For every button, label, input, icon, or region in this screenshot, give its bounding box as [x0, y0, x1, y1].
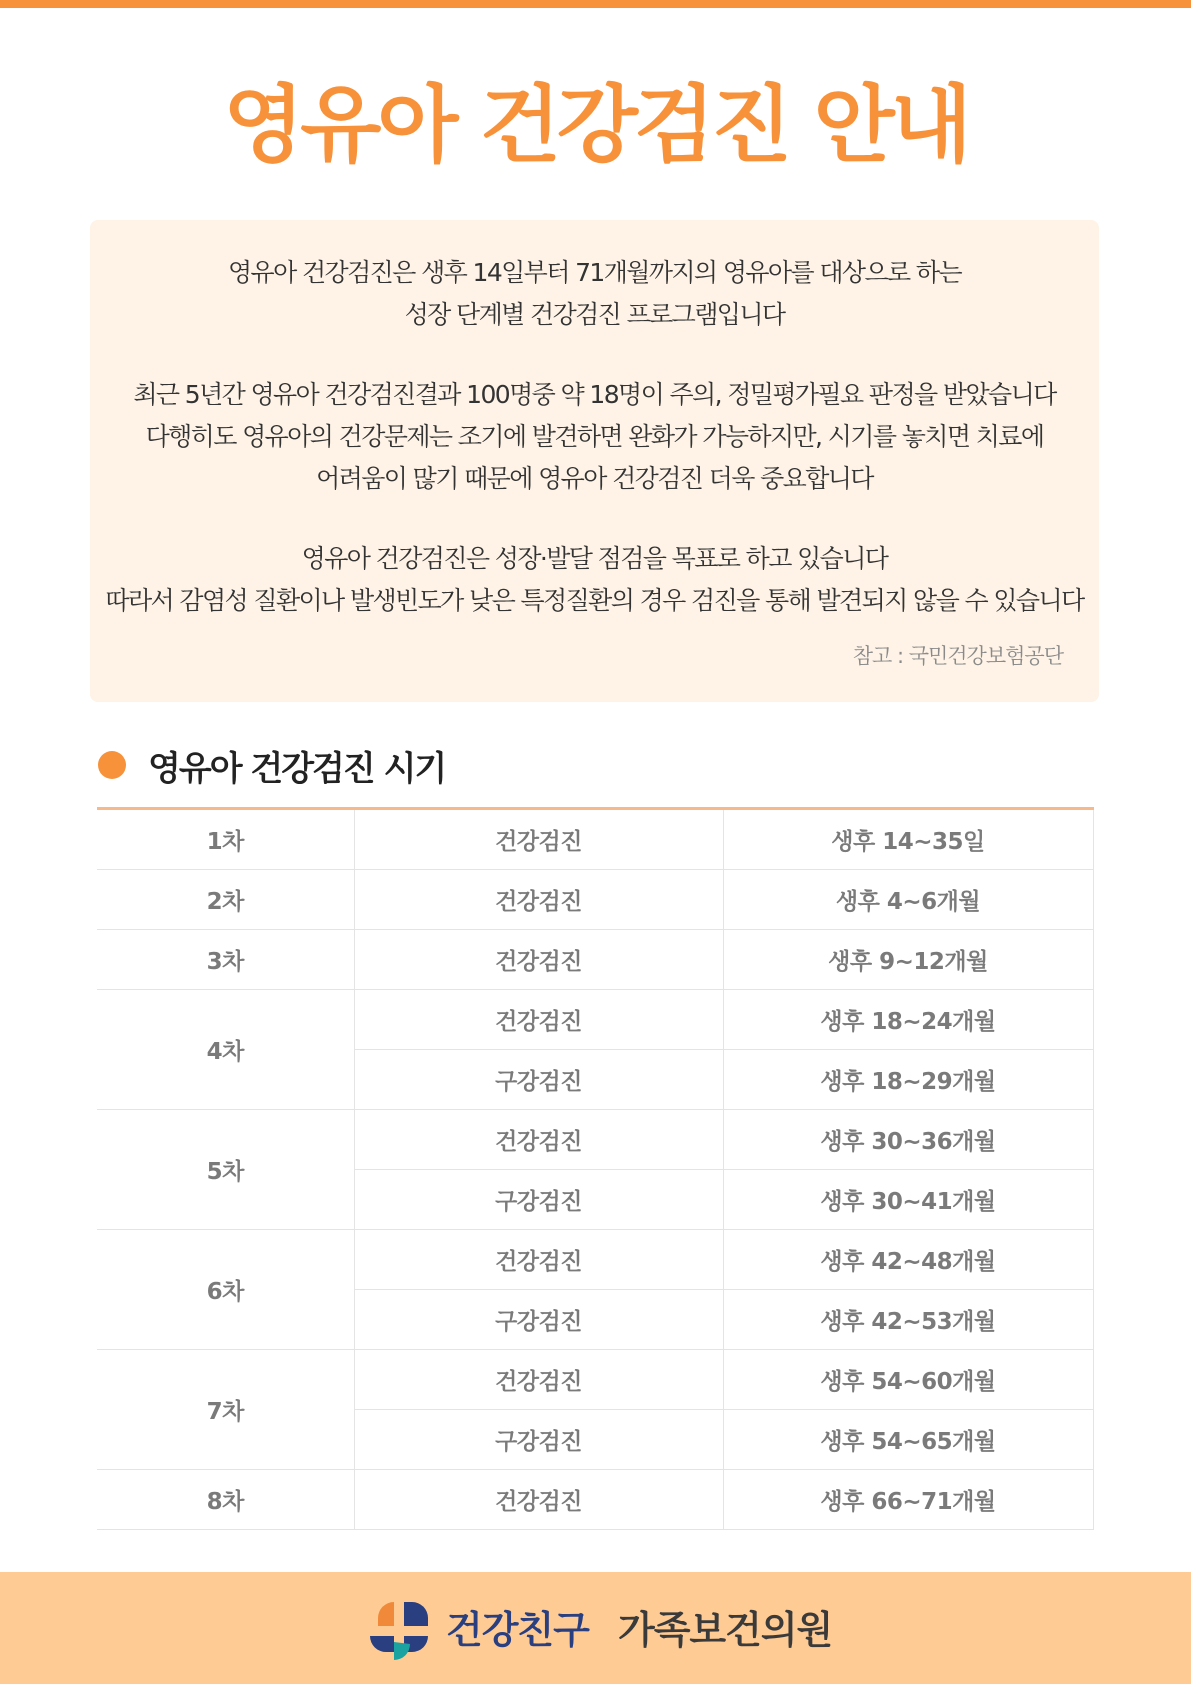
period-cell: 생후 18~24개월	[723, 990, 1093, 1050]
section-title: 영유아 건강검진 시기	[148, 748, 446, 789]
period-cell: 생후 18~29개월	[723, 1050, 1093, 1110]
table-row	[97, 1470, 1093, 1530]
top-accent-bar	[0, 0, 1191, 8]
table-row	[97, 990, 1093, 1050]
period-cell: 생후 66~71개월	[723, 1470, 1093, 1530]
intro-line: 영유아 건강검진은 성장·발달 점검을 목표로 하고 있습니다	[301, 544, 888, 573]
checkup-type-cell: 건강검진	[354, 1230, 723, 1290]
intro-paragraph-statistics	[90, 374, 1099, 500]
health-friend-logo-icon	[364, 1596, 434, 1666]
checkup-type-cell: 건강검진	[354, 809, 723, 870]
bullet-dot-icon	[98, 751, 126, 779]
footer-banner	[0, 1572, 1191, 1684]
checkup-type-cell: 건강검진	[354, 990, 723, 1050]
period-cell: 생후 9~12개월	[723, 930, 1093, 990]
intro-line: 다행히도 영유아의 건강문제는 조기에 발견하면 완화가 가능하지만, 시기를 놓치면 치료에	[145, 422, 1044, 451]
round-cell: 6차	[97, 1230, 354, 1350]
table-row	[97, 1230, 1093, 1290]
checkup-schedule-table	[97, 807, 1094, 1530]
intro-paragraph-target	[90, 252, 1099, 336]
round-cell: 4차	[97, 990, 354, 1110]
intro-line: 최근 5년간 영유아 건강검진결과 100명중 약 18명이 주의, 정밀평가필요 판정을 받았습니다	[133, 380, 1056, 409]
checkup-type-cell: 건강검진	[354, 870, 723, 930]
round-cell: 1차	[97, 809, 354, 870]
checkup-type-cell: 구강검진	[354, 1290, 723, 1350]
clinic-name: 가족보건의원	[618, 1608, 833, 1652]
checkup-type-cell: 건강검진	[354, 1350, 723, 1410]
checkup-type-cell: 건강검진	[354, 1110, 723, 1170]
checkup-type-cell: 구강검진	[354, 1170, 723, 1230]
round-cell: 7차	[97, 1350, 354, 1470]
table-row	[97, 1110, 1093, 1170]
round-cell: 2차	[97, 870, 354, 930]
section-heading	[98, 738, 445, 792]
intro-line: 어려움이 많기 때문에 영유아 건강검진 더욱 중요합니다	[316, 464, 873, 493]
period-cell: 생후 30~36개월	[723, 1110, 1093, 1170]
brand-name: 건강친구	[446, 1608, 589, 1652]
page-title: 영유아 건강검진 안내	[223, 76, 968, 174]
period-cell: 생후 4~6개월	[723, 870, 1093, 930]
round-cell: 3차	[97, 930, 354, 990]
reference-note: 참고 : 국민건강보험공단	[852, 644, 1063, 668]
checkup-type-cell: 구강검진	[354, 1050, 723, 1110]
intro-paragraph-limitations	[90, 538, 1099, 622]
intro-line: 따라서 감염성 질환이나 발생빈도가 낮은 특정질환의 경우 검진을 통해 발견되지 않을 수 있습니다	[105, 586, 1084, 615]
period-cell: 생후 54~65개월	[723, 1410, 1093, 1470]
period-cell: 생후 42~53개월	[723, 1290, 1093, 1350]
intro-box	[90, 220, 1099, 702]
table-row	[97, 1350, 1093, 1410]
round-cell: 5차	[97, 1110, 354, 1230]
period-cell: 생후 30~41개월	[723, 1170, 1093, 1230]
intro-line: 영유아 건강검진은 생후 14일부터 71개월까지의 영유아를 대상으로 하는	[227, 258, 962, 287]
intro-line: 성장 단계별 건강검진 프로그램입니다	[404, 300, 785, 329]
table-row	[97, 870, 1093, 930]
table-row	[97, 809, 1093, 870]
table-row	[97, 930, 1093, 990]
checkup-type-cell: 건강검진	[354, 1470, 723, 1530]
checkup-type-cell: 건강검진	[354, 930, 723, 990]
period-cell: 생후 54~60개월	[723, 1350, 1093, 1410]
period-cell: 생후 14~35일	[723, 809, 1093, 870]
round-cell: 8차	[97, 1470, 354, 1530]
period-cell: 생후 42~48개월	[723, 1230, 1093, 1290]
checkup-type-cell: 구강검진	[354, 1410, 723, 1470]
